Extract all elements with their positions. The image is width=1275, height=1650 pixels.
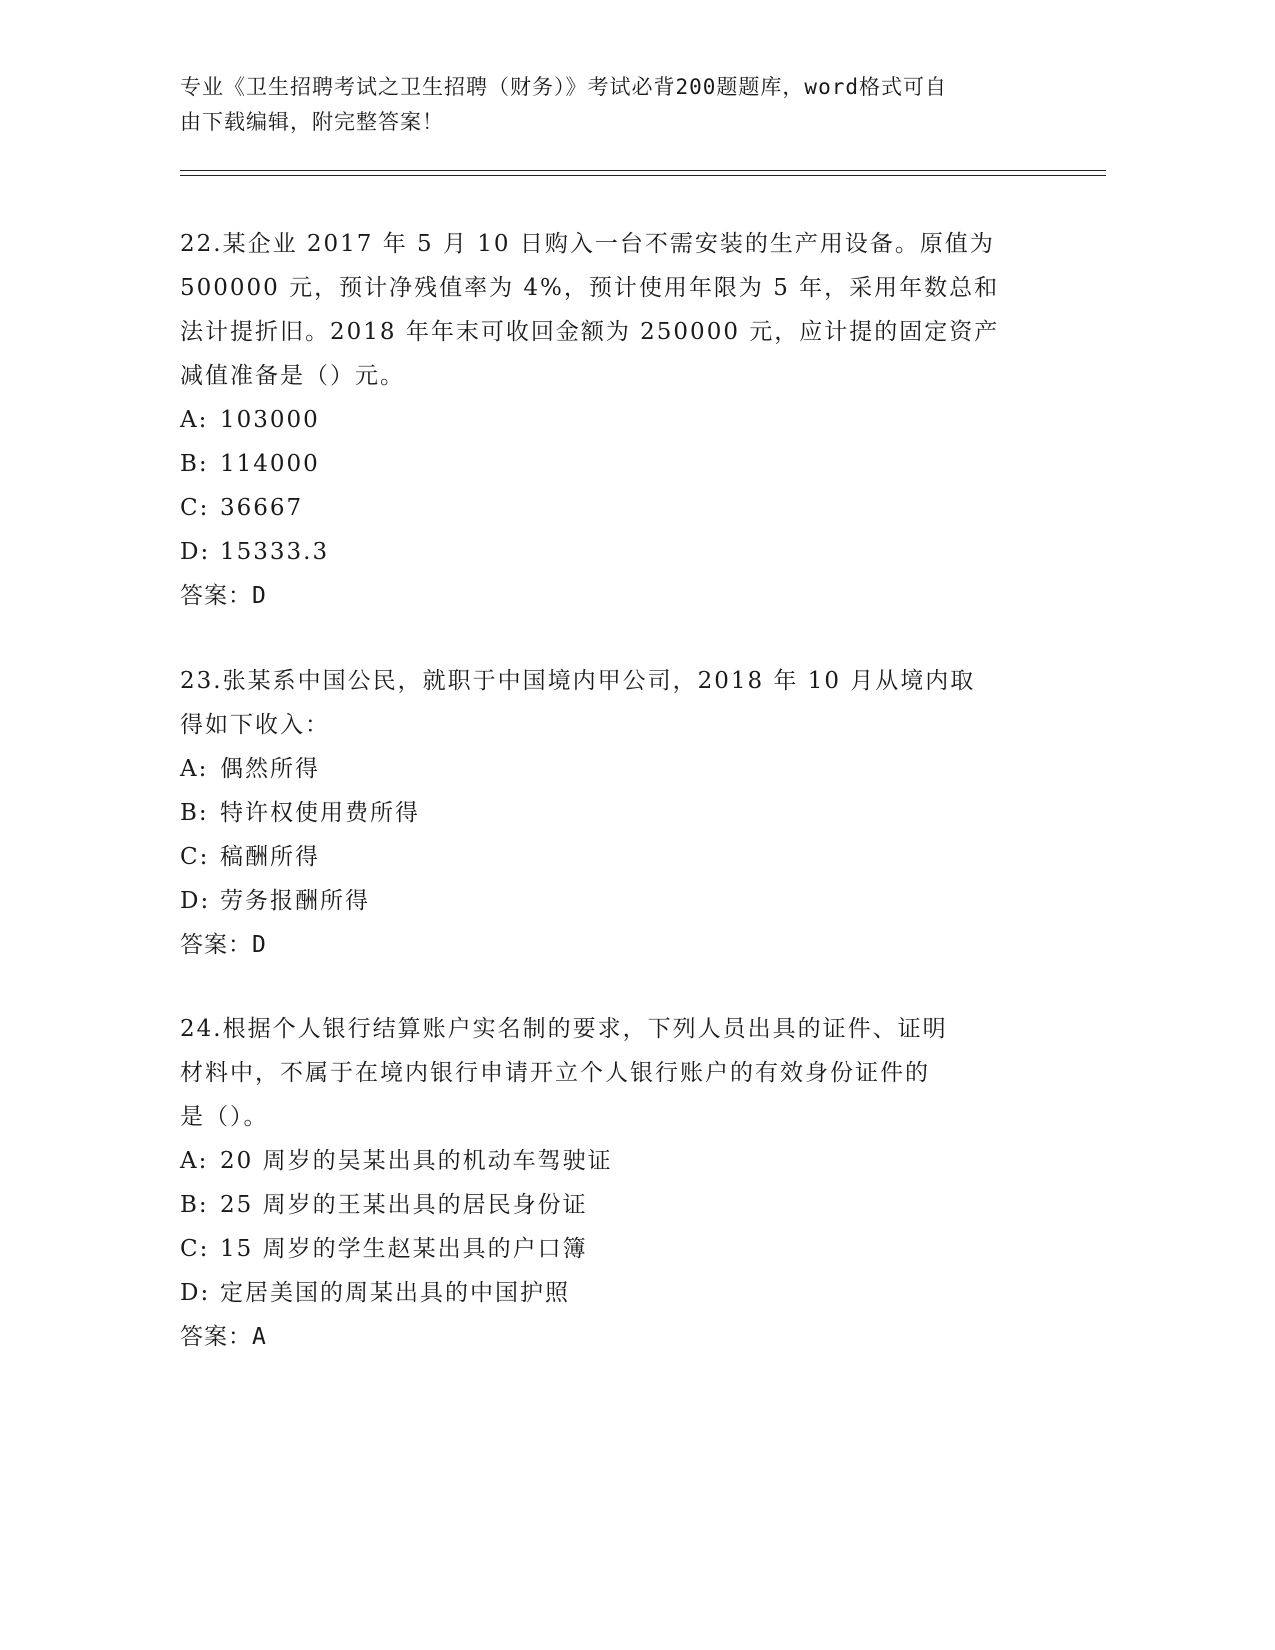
- header-intro-line-1: 专业《卫生招聘考试之卫生招聘（财务）》考试必背200题题库，word格式可自: [180, 75, 947, 99]
- option-c: [180, 835, 1060, 879]
- stem-line: 法计提折旧。2018 年年末可收回金额为 250000 元，应计提的固定资产: [180, 319, 1000, 345]
- option-label: B:: [180, 800, 209, 826]
- stem-line: 22.某企业 2017 年 5 月 10 日购入一台不需安装的生产用设备。原值为: [180, 231, 995, 257]
- header-divider-top: [180, 170, 1106, 171]
- option-text: 36667: [220, 495, 304, 521]
- option-a: [180, 398, 1060, 442]
- option-text: 偶然所得: [220, 756, 320, 782]
- option-text: 15 周岁的学生赵某出具的户口簿: [220, 1236, 588, 1262]
- answer-line: 答案：D: [180, 583, 267, 609]
- stem-line: 材料中，不属于在境内银行申请开立个人银行账户的有效身份证件的: [180, 1060, 930, 1086]
- option-d: [180, 1271, 1060, 1315]
- option-b: [180, 791, 1060, 835]
- header-divider-bottom: [180, 175, 1106, 176]
- answer-line: 答案：D: [180, 932, 267, 958]
- stem-line: 得如下收入：: [180, 712, 330, 738]
- option-label: D:: [180, 1280, 211, 1306]
- header-intro-line-2: 由下载编辑，附完整答案！: [180, 110, 444, 134]
- option-text: 103000: [220, 407, 320, 433]
- option-text: 25 周岁的王某出具的居民身份证: [220, 1192, 588, 1218]
- option-label: B:: [180, 1192, 209, 1218]
- option-text: 定居美国的周某出具的中国护照: [220, 1280, 570, 1306]
- option-text: 特许权使用费所得: [220, 800, 420, 826]
- option-label: B:: [180, 451, 209, 477]
- option-b: [180, 442, 1060, 486]
- question-stem: [180, 659, 1060, 747]
- option-a: [180, 1139, 1060, 1183]
- option-text: 劳务报酬所得: [220, 888, 370, 914]
- option-label: C:: [180, 1236, 210, 1262]
- stem-line: 减值准备是（）元。: [180, 363, 405, 389]
- option-label: A:: [180, 756, 209, 782]
- question-23: [180, 659, 1060, 967]
- document-header: [180, 70, 1080, 140]
- stem-line: 24.根据个人银行结算账户实名制的要求，下列人员出具的证件、证明: [180, 1016, 948, 1042]
- option-label: D:: [180, 539, 211, 565]
- question-22: [180, 222, 1060, 618]
- option-b: [180, 1183, 1060, 1227]
- option-text: 20 周岁的吴某出具的机动车驾驶证: [220, 1148, 613, 1174]
- question-24: [180, 1007, 1060, 1359]
- option-a: [180, 747, 1060, 791]
- question-stem: [180, 1007, 1060, 1139]
- option-label: A:: [180, 1148, 209, 1174]
- answer-line: 答案：A: [180, 1324, 267, 1350]
- stem-line: 500000 元，预计净残值率为 4%，预计使用年限为 5 年，采用年数总和: [180, 275, 1000, 301]
- option-c: [180, 486, 1060, 530]
- option-label: D:: [180, 888, 211, 914]
- option-label: A:: [180, 407, 209, 433]
- option-text: 15333.3: [220, 539, 330, 565]
- option-d: [180, 879, 1060, 923]
- option-c: [180, 1227, 1060, 1271]
- stem-line: 23.张某系中国公民，就职于中国境内甲公司，2018 年 10 月从境内取: [180, 668, 976, 694]
- option-label: C:: [180, 495, 210, 521]
- question-stem: [180, 222, 1060, 398]
- option-d: [180, 530, 1060, 574]
- stem-line: 是（）。: [180, 1104, 269, 1130]
- option-label: C:: [180, 844, 210, 870]
- option-text: 114000: [220, 451, 320, 477]
- option-text: 稿酬所得: [220, 844, 320, 870]
